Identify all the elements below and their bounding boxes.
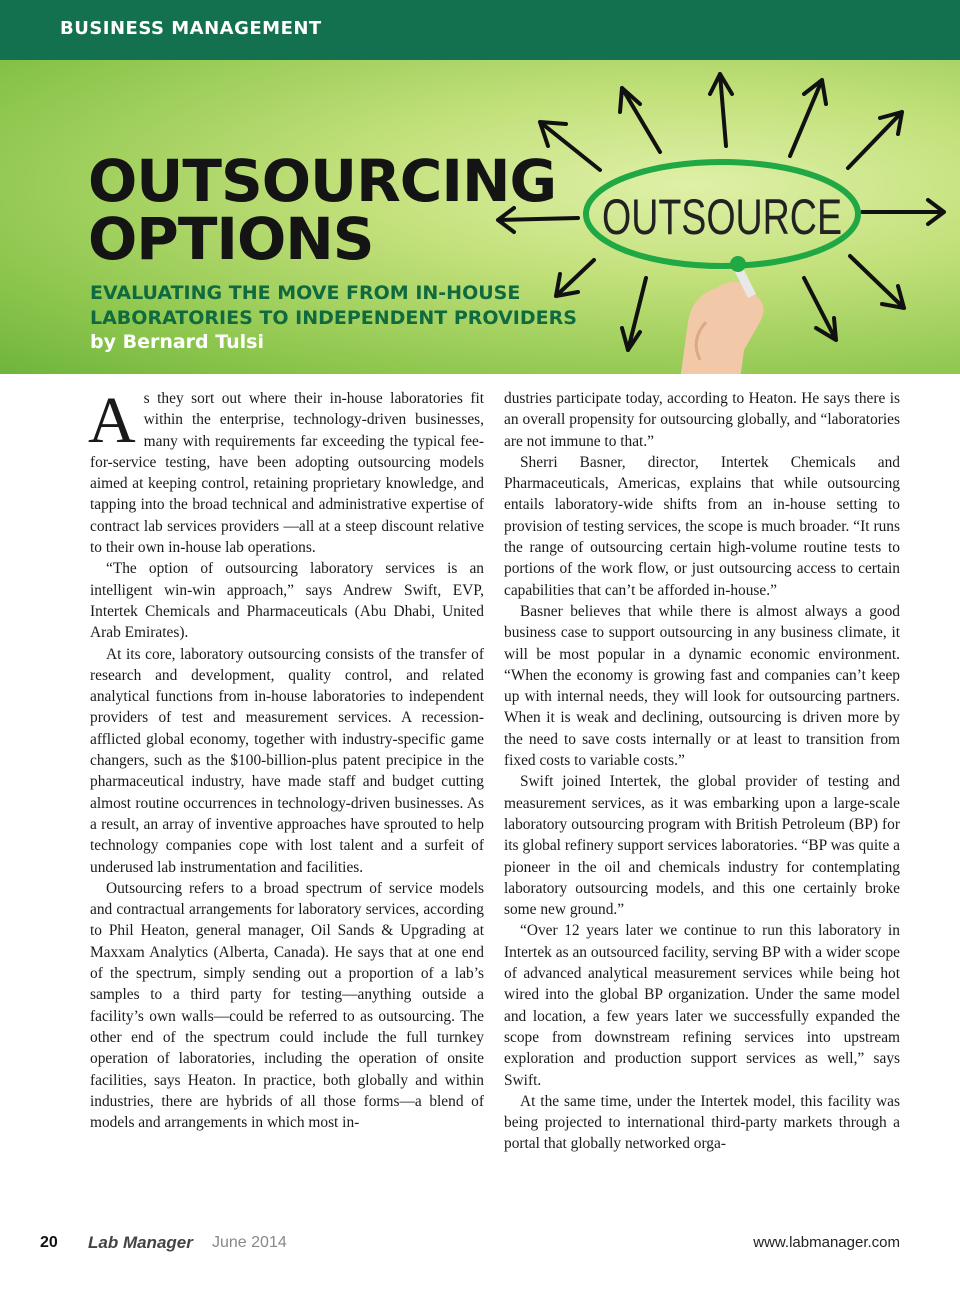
- article-title: [88, 147, 557, 273]
- paragraph-9: “Over 12 years later we continue to run this laboratory in Intertek as an outsourced facility, serving BP with a wider scope of advanced analytical measurement services while being hot wired into the global BP organization. Under the same model and location, a few years later we successfully expanded the scope from downstream refining services into upstream exploration and production support services as well,” says Swift.: [504, 922, 900, 1089]
- article-column-right: [504, 388, 900, 1155]
- paragraph-5: dustries participate today, according to Heaton. He says there is an overall propensity for outsourcing globally, and “laboratories are not immune to that.”: [504, 390, 900, 450]
- section-header-bar: [0, 0, 960, 60]
- subtitle-line-1: EVALUATING THE MOVE FROM IN-HOUSE: [90, 282, 521, 304]
- paragraph-1: [88, 384, 484, 558]
- title-line-2: OPTIONS: [88, 205, 374, 273]
- byline: by Bernard Tulsi: [90, 331, 265, 353]
- paragraph-8: Swift joined Intertek, the global provider of testing and measurement services, as it was embarking upon a large-scale laboratory outsourcing program with British Petroleum (BP) for its global refinery support services laboratories. “BP was quite a pioneer in the oil and chemicals industry for contemplating laboratory outsourcing models, and this one certainly broke some new ground.”: [504, 773, 900, 919]
- drop-cap: A: [88, 384, 136, 457]
- subtitle-line-2: LABORATORIES TO INDEPENDENT PROVIDERS: [90, 307, 577, 329]
- arrow-up-right: [790, 80, 826, 156]
- arrow-down-1: [622, 278, 646, 350]
- page-footer: [0, 1228, 960, 1258]
- hero-banner: [0, 60, 960, 374]
- paragraph-7: Basner believes that while there is almost always a good business case to support outsourcing in any business climate, it will be most popular in a dynamic economic environment. “When the economy is growing fast and companies can’t keep up with internal needs, they will look for outsourcing partners. When it is weak and declining, outsourcing is driven more by the need to save costs internally or at least to transition from fixed costs to variable costs.”: [504, 602, 900, 770]
- arrow-up-2: [710, 74, 732, 146]
- hand-with-marker: [680, 256, 764, 374]
- paragraph-6: Sherri Basner, director, Intertek Chemicals and Pharmaceuticals, Americas, explains that while outsourcing entails laboratory-wide shifts from an in-house setting to provision of testing services, the scope is much broader. “It runs the range of outsourcing certain high-volume routine tests to portions of the work flow, or just outsourcing access to certain capabilities that can’t be afforded in-house.”: [504, 453, 900, 599]
- issue-date: June 2014: [212, 1234, 287, 1251]
- section-label: BUSINESS MANAGEMENT: [60, 18, 322, 39]
- title-line-1: OUTSOURCING: [88, 147, 557, 215]
- paragraph-4: Outsourcing refers to a broad spectrum of service models and contractual arrangements for laboratory services, according to Phil Heaton, general manager, Oil Sands & Upgrading at Maxxam Analytics (Alberta, Canada). He says that at one end of the spectrum, simply sending out a proportion of a lab’s samples to a third party for testing—anything outside a facility’s own walls—could be referred to as outsourcing. The other end of the spectrum could include the full turnkey operation of laboratories, including the operation of onsite facilities, says Heaton. In practice, both globally and within industries, there are hybrids of all those forms—a blend of models and arrangements in which most in-: [90, 879, 484, 1132]
- arrow-right: [862, 200, 944, 224]
- paragraph-3: At its core, laboratory outsourcing consists of the transfer of research and development, quality control, and related analytical functions from in-house laboratories to independent providers of test and measurement services. A recession-afflicted global economy, together with industry-specific game changers, such as the $100-billion-plus patent precipice in the pharmaceutical industry, have made staff and budget cutting almost routine occurrences in technology-driven businesses. As a result, an array of inventive approaches have sprouted to help technology companies cope with lost talent and a surfeit of underused lab instrumentation and facilities.: [90, 645, 484, 876]
- arrow-up-1: [620, 88, 660, 152]
- arrow-down-far-right: [850, 256, 904, 308]
- outsource-label: OUTSOURCE: [602, 189, 842, 245]
- paragraph-1-text: s they sort out where their in-house laboratories fit within the enterprise, technology-driven businesses, many with requirements far exceeding the typical fee-for-service testing, have been adopting outsourcing models aimed at keeping control, retaining proprietary knowledge, and tapping into the broad technical and administrative expertise of contract lab services providers —all at a steep discount relative to their own in-house lab operations.: [90, 390, 484, 557]
- paragraph-2: “The option of outsourcing laboratory services is an intelligent win-win approach,” says Andrew Swift, EVP, Intertek Chemicals and Pharmaceuticals (Abu Dhabi, United Arab Emirates).: [90, 560, 484, 642]
- arrow-down-right: [804, 278, 836, 340]
- article-column-left: [88, 384, 484, 1133]
- page-number: 20: [40, 1234, 58, 1251]
- paragraph-10: At the same time, under the Intertek model, this facility was being projected to international third-party markets through a portal that globally networked orga-: [504, 1092, 900, 1153]
- article-subtitle: [90, 281, 577, 331]
- magazine-name: Lab Manager: [88, 1233, 193, 1252]
- arrow-up-far-right: [848, 112, 902, 168]
- website-link[interactable]: www.labmanager.com: [753, 1234, 900, 1251]
